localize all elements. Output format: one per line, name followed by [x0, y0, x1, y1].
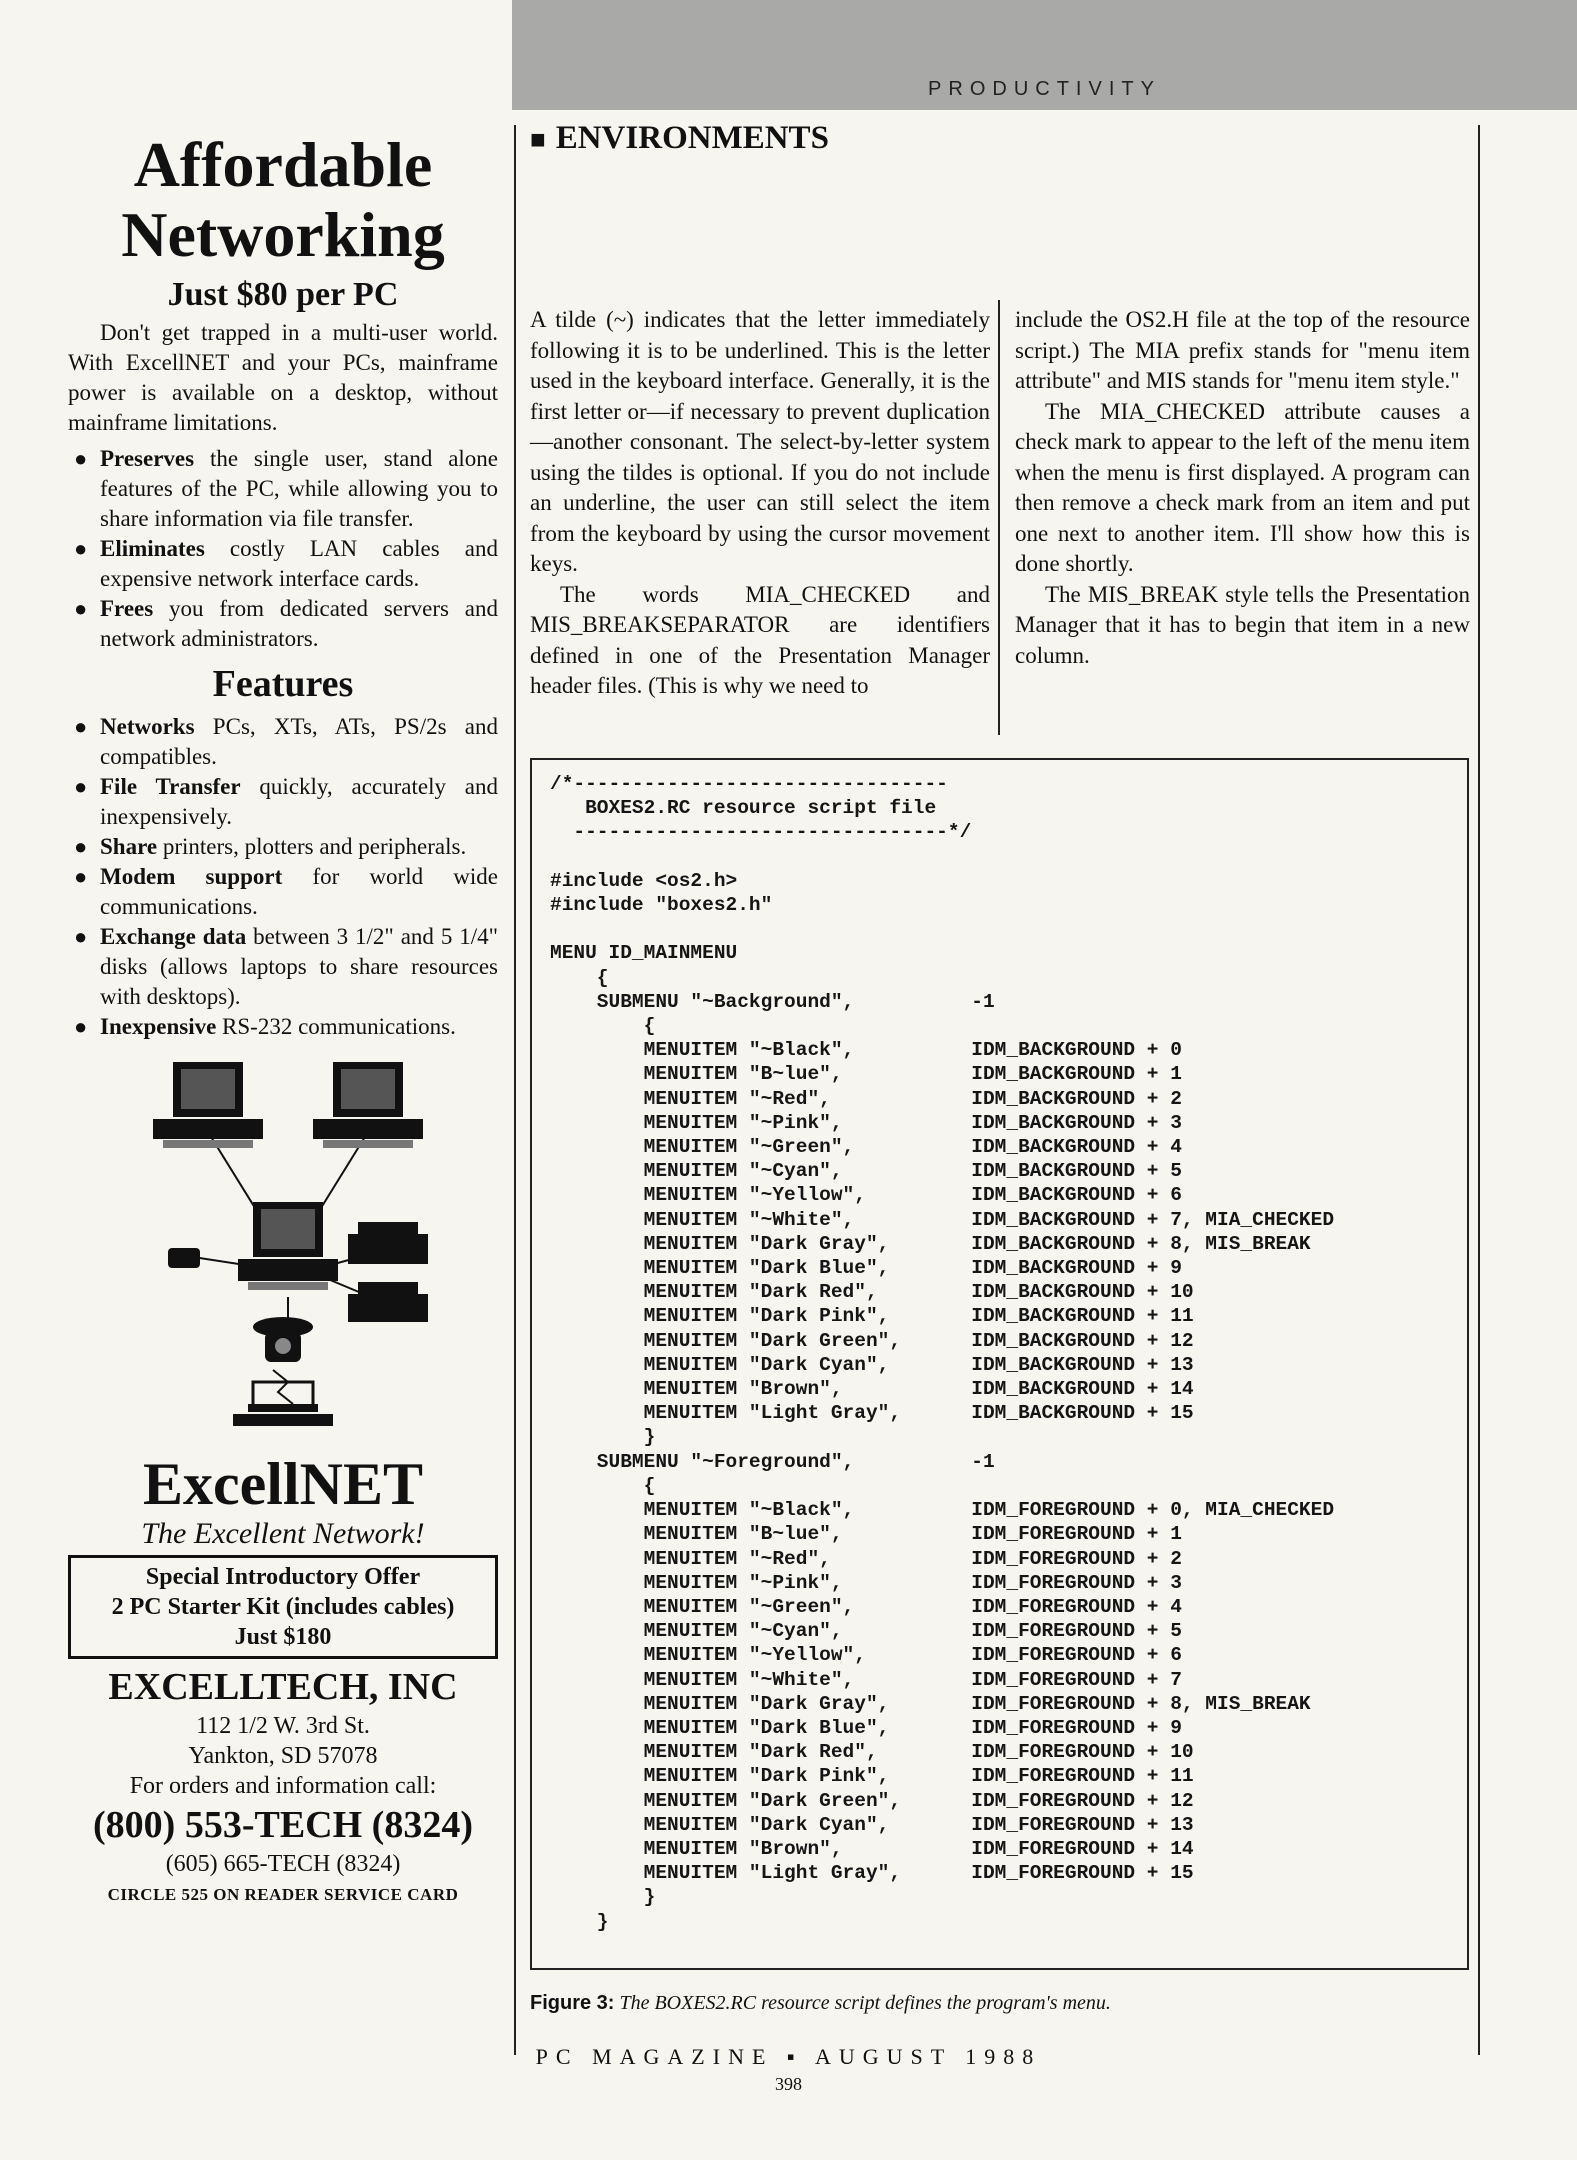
- modem-icon: [168, 1248, 200, 1268]
- ad-features-list: [68, 712, 498, 1042]
- call-line: For orders and information call:: [129, 1773, 437, 1799]
- caption-text: The BOXES2.RC resource script defines the program's menu.: [614, 1992, 1111, 2014]
- bullet-icon: ●: [74, 596, 88, 621]
- section-label: PRODUCTIVITY: [928, 78, 1161, 100]
- network-illustration: [133, 1052, 433, 1447]
- ad-headline-2: Networking: [121, 199, 445, 270]
- bullet-icon: ●: [74, 774, 88, 799]
- offer-line: Special Introductory Offer: [145, 1564, 421, 1590]
- ad-benefits-list: [68, 444, 498, 654]
- ad-features-heading: Features: [212, 663, 354, 705]
- caption-label: Figure 3:: [530, 1992, 615, 2014]
- company-name: EXCELLTECH, INC: [108, 1666, 458, 1708]
- telephone-icon: [253, 1317, 313, 1362]
- code-listing: /*-------------------------------- BOXES2.RC resource script file --------------------------------*/ #include <os2.h> #include "boxes2.h" MENU ID_MAINMENU { SUBMENU "~Background", -1 { MENUITEM "~Black", IDM_BACKGROUND + 0 MENUITEM "B~lue", IDM_BACKGROUND + 1 MENUITEM "~Red", IDM_BACKGROUND + 2 MENUITEM "~Pink", IDM_BACKGROUND + 3 MENUITEM "~Green", IDM_BACKGROUND + 4 MENUITEM "~Cyan", IDM_BACKGROUND + 5 MENUITEM "~Yellow", IDM_BACKGROUND + 6 MENUITEM "~White", IDM_BACKGROUND + 7, MIA_CHECKED MENUITEM "Dark Gray", IDM_BACKGROUND + 8, MIS_BREAK MENUITEM "Dark Blue", IDM_BACKGROUND + 9 MENUITEM "Dark Red", IDM_BACKGROUND + 10 MENUITEM "Dark Pink", IDM_BACKGROUND + 11 MENUITEM "Dark Green", IDM_BACKGROUND + 12 MENUITEM "Dark Cyan", IDM_BACKGROUND + 13 MENUITEM "Brown", IDM_BACKGROUND + 14 MENUITEM "Light Gray", IDM_BACKGROUND + 15 } SUBMENU "~Foreground", -1 { MENUITEM "~Black", IDM_FOREGROUND + 0, MIA_CHECKED MENUITEM "B~lue", IDM_FOREGROUND + 1 MENUITEM "~Red", IDM_FOREGROUND + 2 MENUITEM "~Pink", IDM_FOREGROUND + 3 MENUITEM "~Green", IDM_FOREGROUND + 4 MENUITEM "~Cyan", IDM_FOREGROUND + 5 MENUITEM "~Yellow", IDM_FOREGROUND + 6 MENUITEM "~White", IDM_FOREGROUND + 7 MENUITEM "Dark Gray", IDM_FOREGROUND + 8, MIS_BREAK MENUITEM "Dark Blue", IDM_FOREGROUND + 9 MENUITEM "Dark Red", IDM_FOREGROUND + 10 MENUITEM "Dark Pink", IDM_FOREGROUND + 11 MENUITEM "Dark Green", IDM_FOREGROUND + 12 MENUITEM "Dark Cyan", IDM_FOREGROUND + 13 MENUITEM "Brown", IDM_FOREGROUND + 14 MENUITEM "Light Gray", IDM_FOREGROUND + 15 } }: [550, 773, 1335, 1933]
- bullet-icon: ●: [74, 924, 88, 949]
- list-item: ● Modem support for world wide communications.: [74, 864, 498, 919]
- list-item: ● Preserves the single user, stand alone features of the PC, while allowing you to share information via file transfer.: [74, 446, 498, 531]
- printer-icon: [348, 1222, 428, 1322]
- column-divider-middle: [998, 300, 1000, 735]
- bullet-icon: ●: [74, 864, 88, 889]
- offer-line: 2 PC Starter Kit (includes cables): [111, 1594, 455, 1620]
- paragraph: The MIA_CHECKED attribute causes a check mark to appear to the left of the menu item when the menu is first displayed. A program can then remove a check mark from an item and put one next to another item. I'll show how this is done shortly.: [1015, 398, 1470, 576]
- laptop-icon: [233, 1382, 333, 1426]
- paragraph: The MIS_BREAK style tells the Presentation Manager that it has to begin that item in a new column.: [1015, 581, 1470, 668]
- bullet-icon: ●: [74, 446, 88, 471]
- list-item: ● Share printers, plotters and peripherals.: [68, 832, 498, 862]
- list-item: ● Networks PCs, XTs, ATs, PS/2s and compatibles.: [74, 714, 498, 769]
- brand-tagline: The Excellent Network!: [141, 1517, 425, 1550]
- advertisement: [68, 130, 498, 1905]
- ad-intro: Don't get trapped in a multi-user world. With ExcellNET and your PCs, mainframe power is available on a desktop, without mainframe limitations.: [68, 320, 498, 435]
- address-line: Yankton, SD 57078: [188, 1743, 378, 1769]
- paragraph: The words MIA_CHECKED and MIS_BREAKSEPARATOR are identifiers defined in one of the Presentation Manager header files. (This is why we need to: [530, 581, 990, 698]
- bullet-icon: ●: [74, 536, 88, 561]
- list-item: ● Eliminates costly LAN cables and expensive network interface cards.: [74, 536, 498, 591]
- list-item: ● Exchange data between 3 1/2" and 5 1/4" disks (allows laptops to share resources with desktops).: [74, 924, 498, 1009]
- paragraph: include the OS2.H file at the top of the resource script.) The MIA prefix stands for "menu item attribute" and MIS stands for "menu item style.": [1015, 307, 1470, 393]
- computer-icon: [238, 1202, 338, 1290]
- figure-caption: [530, 1992, 1111, 2015]
- article-column-2: [1015, 305, 1470, 671]
- brand-name: ExcellNET: [143, 1451, 423, 1517]
- phone-alt: (605) 665-TECH (8324): [165, 1851, 401, 1877]
- article-column-1: [530, 305, 990, 702]
- bullet-icon: ●: [74, 1014, 88, 1039]
- list-item: ● Frees you from dedicated servers and network administrators.: [74, 596, 498, 651]
- ad-headline-1: Affordable: [133, 129, 433, 200]
- column-divider-left: [514, 125, 516, 2055]
- computer-icon: [313, 1062, 423, 1148]
- square-bullet-icon: ■: [530, 125, 546, 154]
- ad-price: Just $80 per PC: [167, 276, 399, 313]
- special-offer-box: [68, 1555, 498, 1659]
- list-item: ● Inexpensive RS-232 communications.: [68, 1012, 498, 1042]
- offer-line: Just $180: [234, 1624, 332, 1650]
- address-line: 112 1/2 W. 3rd St.: [196, 1713, 370, 1739]
- paragraph: A tilde (~) indicates that the letter immediately following it is to be underlined. This is the letter used in the keyboard interface. Generally, it is the first letter or—if necessary to prevent duplication—another consonant. The select-by-letter system using the tildes is optional. If you do not include an underline, the user can still select the item from the keyboard by using the cursor movement keys.: [530, 307, 990, 576]
- phone-main: (800) 553-TECH (8324): [93, 1804, 473, 1846]
- bullet-icon: ●: [74, 834, 88, 859]
- bullet-icon: ●: [74, 714, 88, 739]
- article-section-heading: ■ ENVIRONMENTS: [530, 120, 829, 156]
- list-item: ● File Transfer quickly, accurately and inexpensively.: [74, 774, 498, 829]
- page-number: 398: [775, 2074, 802, 2094]
- column-divider-right: [1478, 125, 1480, 2055]
- computer-icon: [153, 1062, 263, 1148]
- reader-service-note: CIRCLE 525 ON READER SERVICE CARD: [107, 1885, 459, 1904]
- magazine-footer: PC MAGAZINE ▪ AUGUST 1988: [535, 2044, 1042, 2069]
